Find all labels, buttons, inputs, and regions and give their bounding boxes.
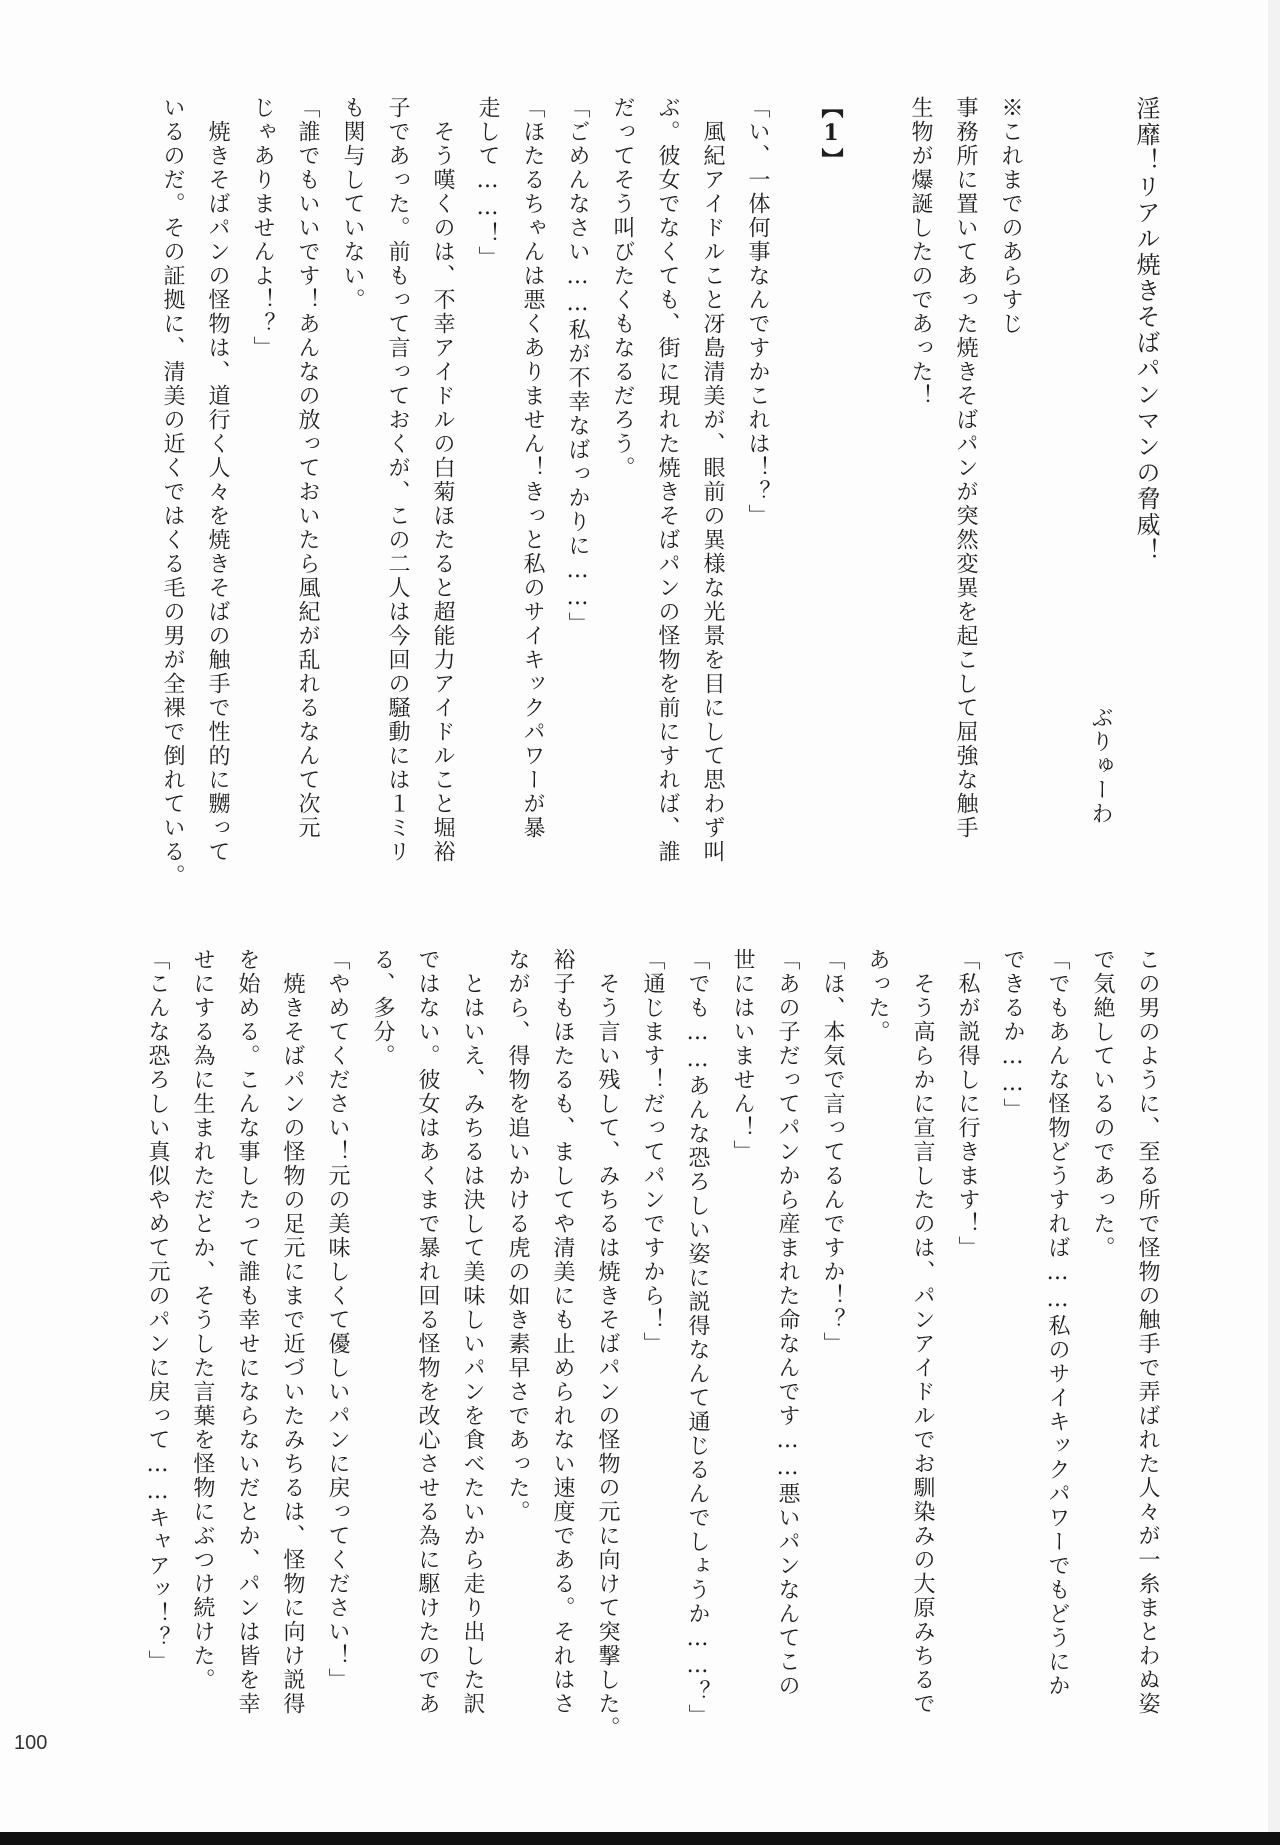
blank-line	[853, 96, 898, 926]
lower-body-text	[90, 948, 1170, 1778]
text-line: そう言い残して、みちるは焼きそばパンの怪物の元に向けて突撃した。	[595, 948, 620, 1740]
text-line: そう嘆くのは、不幸アイドルの白菊ほたると超能力アイドルこと堀裕	[430, 96, 455, 864]
text-line: 風紀アイドルこと冴島清美が、眼前の異様な光景を目にして思わず叫	[700, 96, 725, 864]
text-line: 「ほ、本気で言ってるんですか！？」	[820, 948, 845, 1356]
section-heading: 【1】	[818, 96, 844, 172]
text-line: 裕子もほたるも、ましてや清美にも止められない速度である。それはさ	[550, 948, 575, 1716]
text-line: 子であった。前もって言っておくが、この二人は今回の騒動には１ミリ	[385, 96, 410, 864]
text-line: 「やめてください！元の美味しくて優しいパンに戻ってください！」	[325, 948, 350, 1692]
story-author: ぶりゅーわ	[1088, 706, 1113, 826]
blank-line	[1033, 96, 1078, 926]
text-line: この男のように、至る所で怪物の触手で弄ばれた人々が一糸まとわぬ姿	[1135, 948, 1160, 1716]
text-line: 「い、一体何事なんですかこれは！？」	[745, 96, 770, 528]
text-line: 焼きそばパンの怪物の足元にまで近づいたみちるは、怪物に向け説得	[280, 948, 305, 1716]
text-line: 「でもあんな怪物どうすれば……私のサイキックパワーでもどうにか	[1045, 948, 1070, 1698]
text-line: る、多分。	[370, 948, 395, 1068]
page-edge-shadow	[1268, 0, 1280, 1845]
synopsis-heading: ※これまでのあらすじ	[998, 96, 1023, 336]
upper-body-text	[90, 96, 780, 926]
text-line: ぶ。彼女でなくても、街に現れた焼きそばパンの怪物を前にすれば、誰	[655, 96, 680, 864]
text-line: ではない。彼女はあくまで暴れ回る怪物を改心させる為に駆けたのであ	[415, 948, 440, 1716]
text-line: 「誰でもいいです！あんなの放っておいたら風紀が乱れるなんて次元	[295, 96, 320, 840]
text-line: 「ごめんなさい……私が不幸なばっかりに……」	[565, 96, 590, 636]
text-line: 世にはいません！」	[730, 948, 755, 1164]
synopsis-line: 生物が爆誕したのであった！	[908, 96, 933, 408]
text-line: も関与していない。	[340, 96, 365, 312]
text-line: 「私が説得しに行きます！」	[955, 948, 980, 1260]
text-line: を始める。こんな事したって誰も幸せにならないだとか、パンは皆を幸	[235, 948, 260, 1716]
text-line: 「こんな恐ろしい真似やめて元のパンに戻って……キャアッ！？」	[145, 948, 170, 1674]
text-line: 走して……！」	[475, 96, 500, 270]
text-line: ながら、得物を追いかける虎の如き素早さであった。	[505, 948, 530, 1524]
text-line: できるか……」	[1000, 948, 1025, 1122]
text-line: せにする為に生まれただとか、そうした言葉を怪物にぶつけ続けた。	[190, 948, 215, 1692]
text-line: 「通じます！だってパンですから！」	[640, 948, 665, 1356]
text-line: 焼きそばパンの怪物は、道行く人々を焼きそばの触手で性的に嬲って	[205, 96, 230, 864]
text-line: じゃありませんよ！？」	[250, 96, 275, 360]
text-line: で気絶しているのであった。	[1090, 948, 1115, 1260]
story-title: 淫靡！リアル焼きそばパンマンの脅威！	[1132, 96, 1160, 564]
scan-bottom-edge	[0, 1832, 1280, 1845]
text-line: とはいえ、みちるは決して美味しいパンを食べたいから走り出した訳	[460, 948, 485, 1716]
text-line: あった。	[865, 948, 890, 1044]
text-line: 「でも……あんな恐ろしい姿に説得なんて通じるんでしょうか……？」	[685, 948, 710, 1728]
text-line: そう高らかに宣言したのは、パンアイドルでお馴染みの大原みちるで	[910, 948, 935, 1716]
text-line: だってそう叫びたくもなるだろう。	[610, 96, 635, 480]
page-number: 100	[14, 1732, 48, 1754]
text-line: いるのだ。その証拠に、清美の近くではくる毛の男が全裸で倒れている。	[160, 96, 185, 888]
text-line: 「あの子だってパンから産まれた命なんです……悪いパンなんてこの	[775, 948, 800, 1698]
synopsis-line: 事務所に置いてあった焼きそばパンが突然変異を起こして屈強な触手	[953, 96, 978, 840]
title-block	[816, 96, 1168, 926]
text-line: 「ほたるちゃんは悪くありません！きっと私のサイキックパワーが暴	[520, 96, 545, 840]
